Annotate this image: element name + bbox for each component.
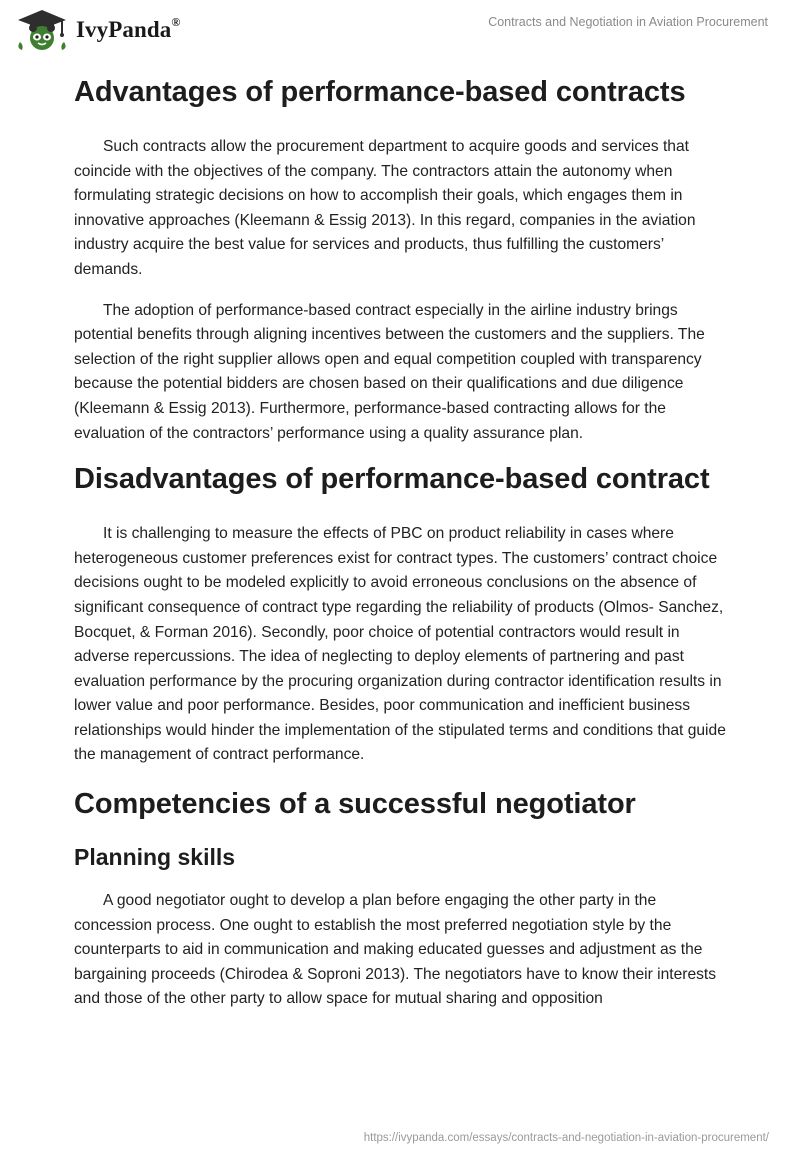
heading-disadvantages: Disadvantages of performance-based contract	[74, 463, 710, 496]
document-title: Contracts and Negotiation in Aviation Procurement	[488, 15, 768, 29]
source-url[interactable]: https://ivypanda.com/essays/contracts-and-negotiation-in-aviation-procurement/	[363, 1132, 769, 1144]
subheading-planning-skills: Planning skills	[74, 844, 236, 871]
ivypanda-logo[interactable]	[14, 8, 180, 52]
paragraph-disadvantages-1: It is challenging to measure the effects of PBC on product reliability in cases where heterogeneous customer preferences exist for contract types. The customers’ contract choice decisions ought to be modeled explicitly to avoid erroneous conclusions on the absence of significant consequence of contract type regarding the reliability of products (Olmos- Sanchez, Bocquet, & Forman 2016). Secondly, poor choice of potential contractors would result in adverse repercussions. The idea of neglecting to deploy elements of partnering and past evaluation performance by the procuring organization during contractor identification results in lower value and poor performance. Besides, poor communication and inefficient business relationships would hinder the implementation of the stipulated terms and conditions that guide the management of contract performance.	[74, 525, 726, 764]
brand-text: IvyPanda	[76, 17, 172, 42]
page-header	[0, 0, 800, 60]
paragraph-advantages-2: The adoption of performance-based contract especially in the airline industry brings potential benefits through aligning incentives between the customers and the suppliers. The selection of the right supplier allows open and equal competition coupled with transparency because the potential bidders are chosen based on their qualifications and due diligence (Kleemann & Essig 2013). Furthermore, performance-based contracting allows for the evaluation of the contractors’ performance using a quality assurance plan.	[74, 301, 705, 442]
heading-competencies: Competencies of a successful negotiator	[74, 788, 636, 821]
panda-logo-icon	[14, 8, 70, 52]
registered-mark: ®	[171, 15, 181, 29]
heading-advantages: Advantages of performance-based contracts	[74, 76, 686, 108]
paragraph-advantages-1: Such contracts allow the procurement department to acquire goods and services that coincide with the objectives of the company. The contractors attain the autonomy when formulating strategic decisions on how to accomplish their goals, which engages them in innovative approaches (Kleemann & Essig 2013). In this regard, companies in the aviation industry acquire the best value for services and products, thus fulfilling the customers’ demands.	[74, 138, 696, 278]
paragraph-planning-1: A good negotiator ought to develop a plan before engaging the other party in the concession process. One ought to establish the most preferred negotiation style by the counterparts to aid in communication and making educated guesses and adjustment as the bargaining proceeds (Chirodea & Soproni 2013). The negotiators have to know their interests and those of the other party to allow space for mutual sharing and opposition	[74, 892, 717, 1008]
essay-body	[74, 72, 734, 1012]
brand-name	[76, 17, 180, 43]
